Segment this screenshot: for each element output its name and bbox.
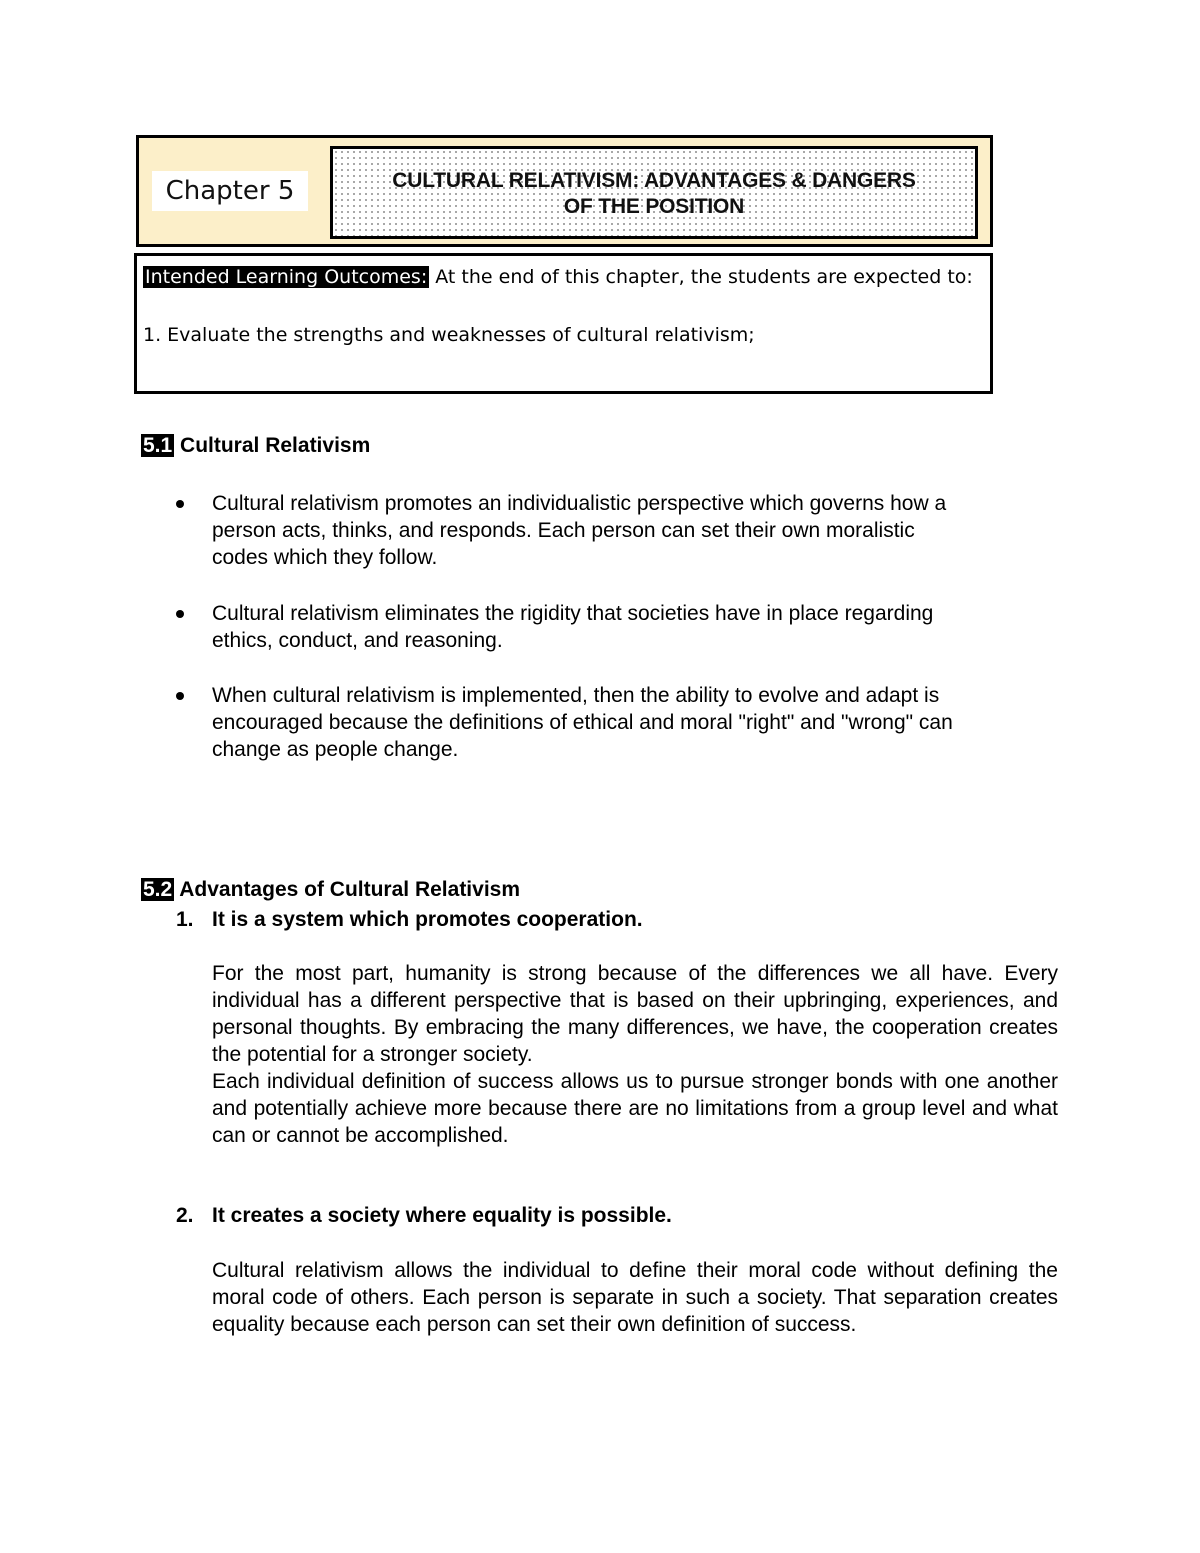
chapter-header-box bbox=[136, 135, 993, 247]
list-item-heading: It is a system which promotes cooperation. bbox=[212, 908, 643, 931]
chapter-title-box bbox=[330, 146, 978, 239]
bullet-item bbox=[212, 682, 1052, 763]
text-line: person acts, thinks, and responds. Each person can set their own moralistic bbox=[212, 519, 915, 542]
bullet-item bbox=[212, 600, 1052, 654]
bullet-icon bbox=[176, 610, 184, 618]
text-line: encouraged because the definitions of ethical and moral "right" and "wrong" can bbox=[212, 711, 953, 734]
text-line: When cultural relativism is implemented, then the ability to evolve and adapt is bbox=[212, 684, 940, 707]
list-number: 2. bbox=[176, 1204, 194, 1227]
learning-outcomes-intro: At the end of this chapter, the students are expected to: bbox=[429, 266, 973, 288]
section-5-2-heading bbox=[141, 878, 520, 902]
section-number: 5.2 bbox=[143, 878, 173, 901]
section-number: 5.1 bbox=[143, 434, 173, 457]
section-title: Cultural Relativism bbox=[174, 434, 371, 457]
chapter-label: Chapter 5 bbox=[152, 171, 308, 211]
learning-outcomes-label: Intended Learning Outcomes: bbox=[145, 266, 428, 288]
text-line: ethics, conduct, and reasoning. bbox=[212, 629, 503, 652]
learning-outcomes-heading bbox=[143, 266, 973, 288]
text-line: Cultural relativism promotes an individualistic perspective which governs how a bbox=[212, 492, 947, 515]
paragraph: Each individual definition of success allows us to pursue stronger bonds with one another and potentially achieve more because there are no limitations from a group level and what can or cannot be accomplished. bbox=[212, 1070, 1058, 1147]
chapter-title-line-1: CULTURAL RELATIVISM: ADVANTAGES & DANGERS bbox=[392, 169, 916, 192]
section-title: Advantages of Cultural Relativism bbox=[174, 878, 521, 901]
list-item-heading: It creates a society where equality is possible. bbox=[212, 1204, 672, 1227]
text-line: codes which they follow. bbox=[212, 546, 438, 569]
paragraph: Cultural relativism allows the individual to define their moral code without defining the moral code of others. Each person is separate in such a society. That separation creates equality because each person can set their own definition of success. bbox=[212, 1259, 1058, 1336]
section-5-1-heading bbox=[141, 434, 370, 458]
chapter-title-line-2: OF THE POSITION bbox=[563, 195, 745, 218]
bullet-icon bbox=[176, 692, 184, 700]
bullet-item bbox=[212, 490, 1052, 571]
text-line: Cultural relativism eliminates the rigidity that societies have in place regarding bbox=[212, 602, 934, 625]
list-number: 1. bbox=[176, 908, 194, 931]
learning-outcome-item: 1. Evaluate the strengths and weaknesses of cultural relativism; bbox=[143, 324, 755, 346]
text-line: change as people change. bbox=[212, 738, 459, 761]
paragraph: For the most part, humanity is strong because of the differences we all have. Every individual has a different perspective that is based on their upbringing, experiences, and personal thoughts. By embracing the many differences, we have, the cooperation creates the potential for a stronger society. bbox=[212, 962, 1058, 1066]
bullet-icon bbox=[176, 500, 184, 508]
learning-outcomes-box bbox=[134, 253, 993, 394]
